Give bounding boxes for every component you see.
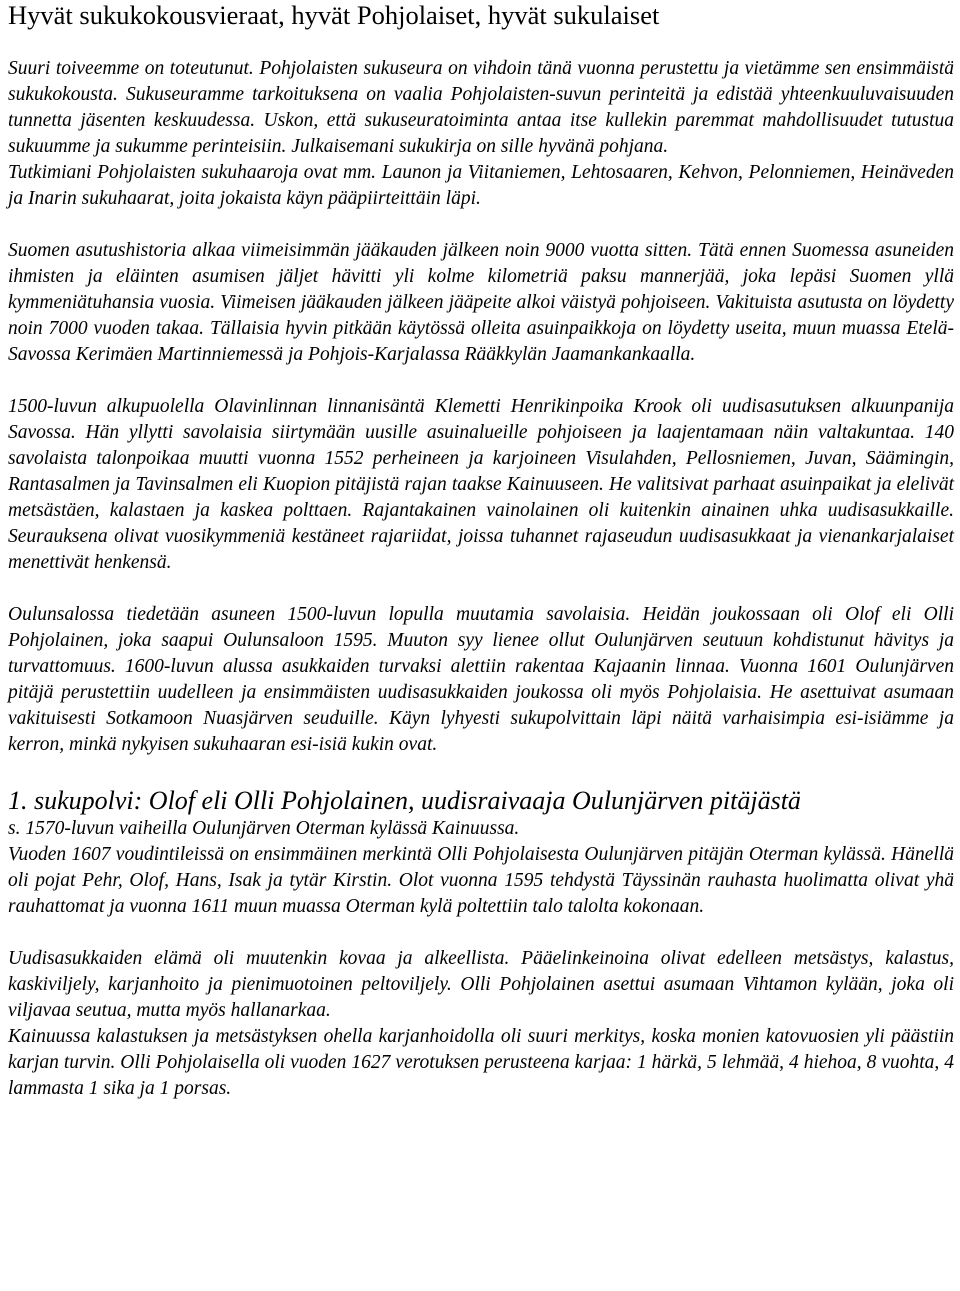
generation-1-birth [8, 816, 954, 842]
history-paragraph-3 [8, 602, 954, 758]
generation-1-text-1: Vuoden 1607 voudintileissä on ensimmäinen merkintä Olli Pohjolaisesta Oulunjärven pitäjän Oterman kylässä. Hänellä oli pojat Pehr, Olof, Hans, Isak ja tytär Kirstin. Olot vuonna 1595 tehdystä Täyssinän rauhasta huolimatta olivat yhä rauhattomat ja vuonna 1611 muun muassa Oterman kylä poltettiin talo talolta kokonaan. [8, 844, 954, 917]
intro-paragraph-2 [8, 160, 954, 212]
document-page [8, 0, 954, 1102]
history-paragraph-1 [8, 238, 954, 368]
intro-paragraph-1 [8, 56, 954, 160]
history-paragraph-2 [8, 394, 954, 576]
intro-text-2: Tutkimiani Pohjolaisten sukuhaaroja ovat mm. Launon ja Viitaniemen, Lehtosaaren, Kehvon, Pelonniemen, Heinäveden ja Inarin sukuhaarat, joita jokaista käyn pääpiirteittäin läpi. [8, 162, 954, 209]
generation-1-paragraph-3 [8, 1024, 954, 1102]
section-heading-text: 1. sukupolvi: Olof eli Olli Pohjolainen, uudisraivaaja Oulunjärven pitäjästä [8, 786, 801, 815]
intro-text: Suuri toiveemme on toteutunut. Pohjolaisten sukuseura on vihdoin tänä vuonna perustettu ja vietämme sen ensimmäistä sukukokousta. Sukuseuramme tarkoituksena on vaalia Pohjolaisten-suvun perinteitä ja edistää yhteenkuuluvaisuuden tunnetta jäsenten keskuudessa. Uskon, että sukuseuratoiminta antaa itse kullekin paremmat mahdollisuudet tutustua sukuumme ja sukumme perinteisiin. Julkaisemani sukukirja on sille hyvänä pohjana. [8, 58, 954, 157]
generation-1-text-3: Kainuussa kalastuksen ja metsästyksen ohella karjanhoidolla oli suuri merkitys, koska monien katovuosien yli päästiin karjan turvin. Olli Pohjolaisella oli vuoden 1627 verotuksen perusteena karjaa: 1 härkä, 5 lehmää, 4 hiehoa, 8 vuohta, 4 lammasta 1 sika ja 1 porsas. [8, 1026, 954, 1099]
history-text-3: Oulunsalossa tiedetään asuneen 1500-luvun lopulla muutamia savolaisia. Heidän joukossaan oli Olof eli Olli Pohjolainen, joka saapui Oulunsaloon 1595. Muuton syy lienee ollut Oulunjärven seutuun kohdistunut hävitys ja turvattomuus. 1600-luvun alussa asukkaiden turvaksi alettiin rakentaa Kajaanin linnaa. Vuonna 1601 Oulunjärven pitäjä perustettiin uudelleen ja ensimmäisten uudisasukkaiden joukossa oli myös Pohjolaisia. He asettuivat asumaan vakituisesti Sotkamoon Nuasjärven seuduille. Käyn lyhyesti sukupolvittain läpi näitä varhaisimpia esi-isiämme ja kerron, minkä nykyisen sukuhaaran esi-isiä kukin ovat. [8, 604, 954, 755]
generation-1-paragraph-1 [8, 842, 954, 920]
history-text-2: 1500-luvun alkupuolella Olavinlinnan linnanisäntä Klemetti Henrikinpoika Krook oli uudisasutuksen alkuunpanija Savossa. Hän yllytti savolaisia siirtymään uusille asuinalueille pohjoiseen ja laajentamaan näin valtakuntaa. 140 savolaista talonpoikaa muutti vuonna 1552 perheineen ja karjoineen Visulahden, Pellosniemen, Juvan, Säämingin, Rantasalmen ja Tavinsalmen eli Kuopion pitäjistä rajan taakse Kainuuseen. He valitsivat parhaat asuinpaikat ja elelivät metsästäen, kalastaen ja kaskea polttaen. Rajantakainen vainolainen oli kuitenkin ainainen uhka uudisasukkaille. Seurauksena olivat vuosikymmeniä kestäneet rajariidat, joissa tuhannet rajaseudun uudisasukkaat ja vienankarjalaiset menettivät henkensä. [8, 396, 954, 573]
generation-1-text-2: Uudisasukkaiden elämä oli muutenkin kovaa ja alkeellista. Pääelinkeinoina olivat edelleen metsästys, kalastus, kaskiviljely, karjanhoito ja pienimuotoinen peltoviljely. Olli Pohjolainen asettui asumaan Vihtamon kylään, joka oli viljavaa seutua, mutta myös hallanarkaa. [8, 948, 954, 1021]
birth-text: s. 1570-luvun vaiheilla Oulunjärven Oterman kylässä Kainuussa. [8, 818, 520, 839]
section-heading-generation-1 [8, 786, 954, 816]
generation-1-paragraph-2 [8, 946, 954, 1024]
history-text-1: Suomen asutushistoria alkaa viimeisimmän jääkauden jälkeen noin 9000 vuotta sitten. Tätä ennen Suomessa asuneiden ihmisten ja eläinten asumisen jäljet hävitti yli kolme kilometriä paksu mannerjää, joka lepäsi Suomen yllä kymmeniätuhansia vuosia. Viimeisen jääkauden jälkeen jääpeite alkoi väistyä pohjoiseen. Vakituista asutusta on löydetty noin 7000 vuoden takaa. Tällaisia hyvin pitkään käytössä olleita asuinpaikkoja on löydetty useita, muun muassa Etelä-Savossa Kerimäen Martinniemessä ja Pohjois-Karjalassa Rääkkylän Jaamankankaalla. [8, 240, 954, 365]
document-title: Hyvät sukukokousvieraat, hyvät Pohjolaiset, hyvät sukulaiset [8, 0, 660, 30]
